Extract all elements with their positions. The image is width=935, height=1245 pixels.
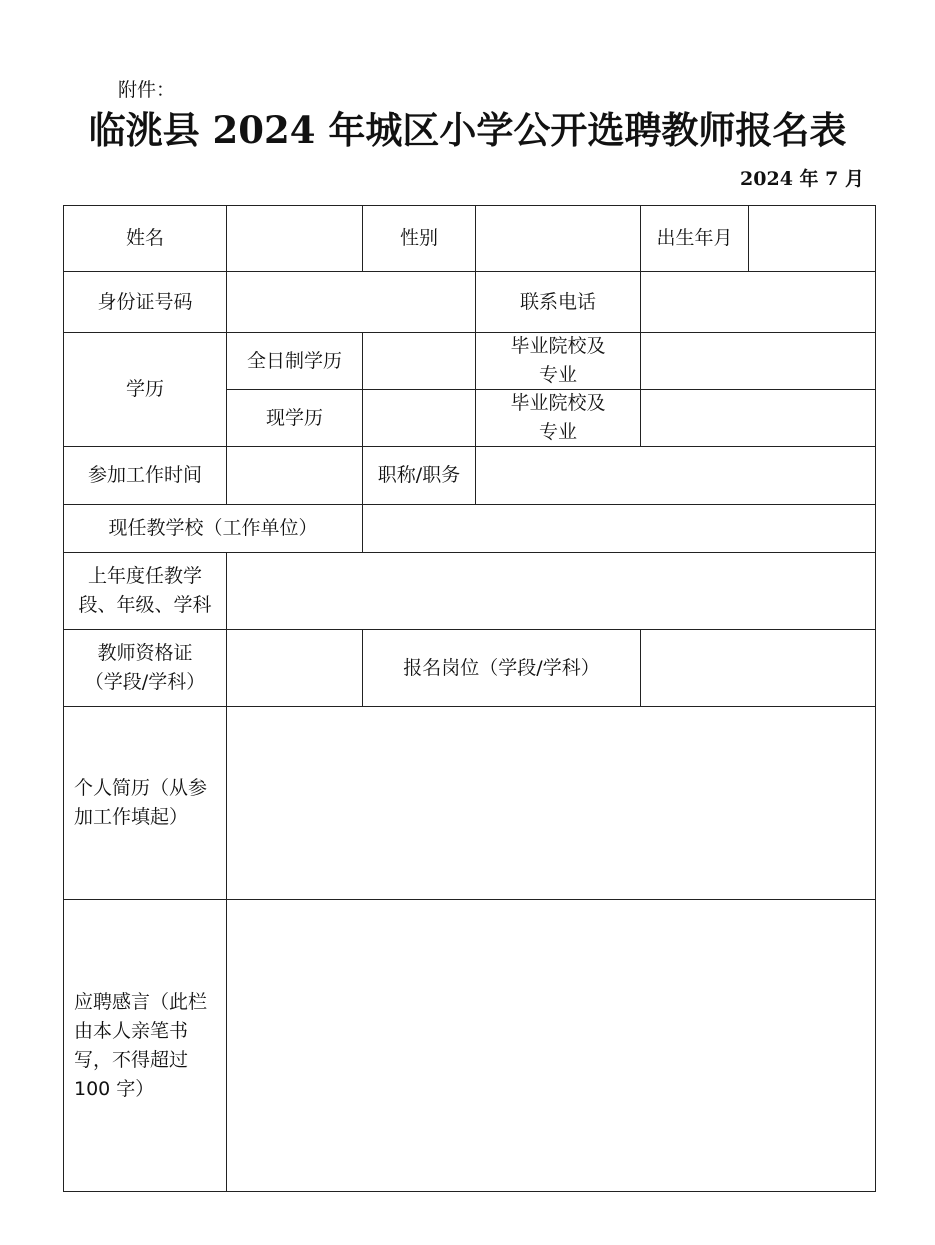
attachment-label: 附件：: [118, 79, 176, 101]
id-number-field[interactable]: [226, 271, 476, 333]
fulltime-education-field[interactable]: [362, 332, 476, 390]
birth-field[interactable]: [748, 205, 876, 272]
resume-label: 个人简历（从参加工作填起）: [63, 706, 227, 900]
title-duty-field[interactable]: [475, 446, 876, 505]
form-date: 2024 年 7 月: [740, 168, 864, 190]
form-title: 临洮县 2024 年城区小学公开选聘教师报名表: [88, 108, 847, 152]
statement-field[interactable]: [226, 899, 876, 1192]
apply-post-label: 报名岗位（学段/学科）: [362, 629, 641, 707]
teacher-certificate-field[interactable]: [226, 629, 363, 707]
fulltime-education-label: 全日制学历: [226, 332, 363, 390]
current-school-label: 现任教学校（工作单位）: [63, 504, 363, 553]
apply-post-field[interactable]: [640, 629, 876, 707]
resume-field[interactable]: [226, 706, 876, 900]
grad-school-major-field-fulltime[interactable]: [640, 332, 876, 390]
phone-field[interactable]: [640, 271, 876, 333]
current-school-field[interactable]: [362, 504, 876, 553]
teacher-certificate-label: 教师资格证（学段/学科）: [63, 629, 227, 707]
id-number-label: 身份证号码: [63, 271, 227, 333]
name-label: 姓名: [63, 205, 227, 272]
gender-label: 性别: [362, 205, 476, 272]
education-label: 学历: [63, 332, 227, 447]
last-year-teaching-field[interactable]: [226, 552, 876, 630]
birth-label: 出生年月: [640, 205, 749, 272]
name-field[interactable]: [226, 205, 363, 272]
current-education-field[interactable]: [362, 389, 476, 447]
work-start-label: 参加工作时间: [63, 446, 227, 505]
grad-school-major-label-current: 毕业院校及专业: [475, 389, 641, 447]
statement-label: 应聘感言（此栏由本人亲笔书写，不得超过 100 字）: [63, 899, 227, 1192]
grad-school-major-field-current[interactable]: [640, 389, 876, 447]
grad-school-major-label-fulltime: 毕业院校及专业: [475, 332, 641, 390]
phone-label: 联系电话: [475, 271, 641, 333]
gender-field[interactable]: [475, 205, 641, 272]
last-year-teaching-label: 上年度任教学段、年级、学科: [63, 552, 227, 630]
current-education-label: 现学历: [226, 389, 363, 447]
title-duty-label: 职称/职务: [362, 446, 476, 505]
work-start-field[interactable]: [226, 446, 363, 505]
